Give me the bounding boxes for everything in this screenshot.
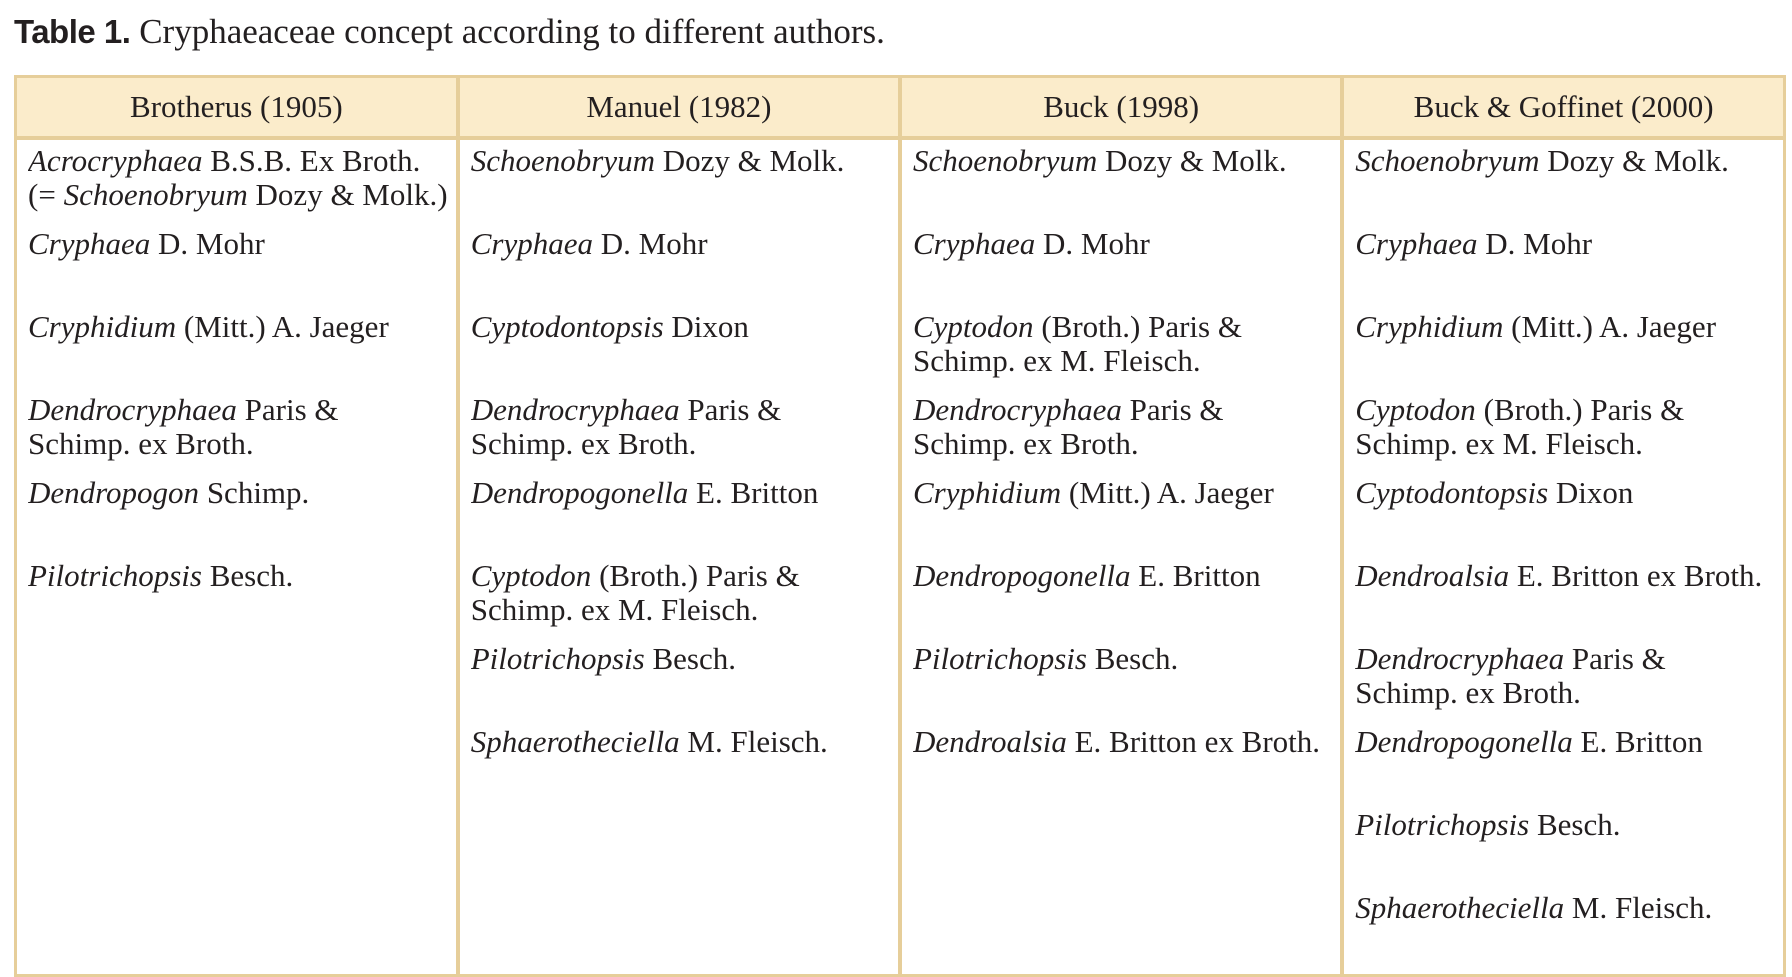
genus-authority: Paris & Schimp. ex Broth. (470, 393, 782, 461)
genus-authority: (Broth.) Paris & Schimp. ex M. Fleisch. (1355, 393, 1685, 461)
genus-entry (471, 144, 890, 227)
genus-name: Cryphidium (913, 476, 1062, 510)
genus-name: Dendrocryphaea (28, 393, 237, 427)
genus-authority: Dozy & Molk. (1104, 144, 1287, 178)
genus-entry (471, 642, 890, 725)
genus-entry (1355, 808, 1775, 891)
column-buck-goffinet (1342, 138, 1784, 976)
genus-authority: M. Fleisch. (1571, 891, 1713, 925)
column-header-brotherus: Brotherus (1905) (16, 77, 458, 139)
genus-authority: Besch. (1094, 642, 1179, 676)
genus-entry (913, 227, 1332, 310)
genus-authority: E. Britton (696, 476, 819, 510)
genus-name: Cryphaea (470, 227, 594, 261)
genus-name: Dendropogonella (470, 476, 689, 510)
genus-authority: Besch. (1536, 808, 1621, 842)
synonym-genus: Schoenobryum (63, 177, 248, 212)
genus-entry (913, 559, 1332, 642)
genus-name: Pilotrichopsis (913, 642, 1087, 676)
body-row (16, 138, 1785, 976)
genus-name: Cyptodon (470, 559, 592, 593)
column-brotherus (16, 138, 458, 976)
genus-authority: E. Britton (1580, 725, 1703, 759)
table-caption-text: Cryphaeaceae concept according to different authors. (139, 12, 885, 51)
column-header-buck: Buck (1998) (900, 77, 1342, 139)
genus-authority: E. Britton ex Broth. (1074, 725, 1321, 759)
genus-entry (913, 642, 1332, 725)
genus-entry (1355, 891, 1775, 974)
genus-name: Cryphaea (913, 227, 1036, 261)
genus-entry (28, 559, 448, 642)
genus-authority: E. Britton ex Broth. (1516, 559, 1763, 593)
genus-name: Schoenobryum (470, 144, 655, 178)
synonym-prefix: (= (28, 177, 64, 212)
genus-name: Cryphidium (1355, 310, 1504, 344)
genus-entry (913, 393, 1332, 476)
genus-entry (28, 393, 448, 476)
genus-name: Cyptodontopsis (1355, 476, 1549, 510)
genus-authority: (Mitt.) A. Jaeger (1068, 476, 1274, 510)
genus-name: Cryphaea (1355, 227, 1478, 261)
genus-authority: (Broth.) Paris & Schimp. ex M. Fleisch. (913, 310, 1242, 378)
genus-authority: D. Mohr (600, 227, 708, 261)
genus-entry (913, 144, 1332, 227)
genus-name: Sphaerotheciella (470, 725, 680, 759)
table-caption (14, 10, 885, 54)
genus-name: Dendrocryphaea (1355, 642, 1565, 676)
genus-name: Dendropogonella (913, 559, 1131, 593)
genus-name: Dendroalsia (1355, 559, 1510, 593)
genus-name: Pilotrichopsis (28, 559, 202, 593)
genus-authority: Dozy & Molk. (1547, 144, 1729, 178)
genus-entry (1355, 642, 1775, 725)
genus-name: Acrocryphaea (28, 144, 203, 178)
genus-name: Dendrocryphaea (913, 393, 1122, 427)
genus-authority: D. Mohr (158, 227, 265, 261)
genus-authority: Paris & Schimp. ex Broth. (913, 393, 1224, 461)
genus-authority: Paris & Schimp. ex Broth. (1355, 642, 1666, 710)
genus-entry (471, 310, 890, 393)
genus-entry (913, 310, 1332, 393)
genus-name: Schoenobryum (913, 144, 1098, 178)
genus-name: Cryphaea (28, 227, 151, 261)
genus-name: Cyptodontopsis (470, 310, 664, 344)
column-header-buck-goffinet: Buck & Goffinet (2000) (1342, 77, 1784, 139)
genus-entry (471, 559, 890, 642)
genus-authority: E. Britton (1138, 559, 1261, 593)
genus-authority: (Mitt.) A. Jaeger (183, 310, 389, 344)
genus-authority: B.S.B. Ex Broth. (210, 144, 421, 178)
genus-entry (913, 725, 1332, 808)
genus-authority: Dozy & Molk. (662, 144, 845, 178)
genus-authority: Besch. (652, 642, 736, 676)
column-buck (900, 138, 1342, 976)
genus-name: Dendrocryphaea (470, 393, 680, 427)
genus-authority: M. Fleisch. (687, 725, 828, 759)
genus-name: Pilotrichopsis (470, 642, 645, 676)
genus-entry (1355, 144, 1775, 227)
genus-entry (28, 227, 448, 310)
genus-entry (1355, 559, 1775, 642)
genus-entry (471, 393, 890, 476)
table-caption-label: Table 1. (14, 13, 131, 50)
genus-authority: D. Mohr (1485, 227, 1593, 261)
genus-name: Pilotrichopsis (1355, 808, 1530, 842)
genus-entry (1355, 476, 1775, 559)
genus-name: Sphaerotheciella (1355, 891, 1565, 925)
genus-authority: (Broth.) Paris & Schimp. ex M. Fleisch. (470, 559, 800, 627)
genus-entry (1355, 310, 1775, 393)
genus-entry (471, 227, 890, 310)
genus-authority: Dixon (1555, 476, 1634, 510)
genus-entry (471, 725, 890, 808)
genus-entry (1355, 725, 1775, 808)
genus-name: Dendroalsia (913, 725, 1067, 759)
genus-name: Schoenobryum (1355, 144, 1540, 178)
genus-name: Dendropogon (28, 476, 200, 510)
synonym-authority: Dozy & Molk.) (255, 177, 448, 212)
genus-authority: Paris & Schimp. ex Broth. (28, 393, 339, 461)
cryphaeaceae-table (14, 75, 1786, 977)
genus-authority: (Mitt.) A. Jaeger (1511, 310, 1717, 344)
genus-authority: Dixon (671, 310, 749, 344)
genus-entry (913, 476, 1332, 559)
genus-authority: Besch. (209, 559, 294, 593)
header-row (16, 77, 1785, 139)
genus-entry (28, 310, 448, 393)
genus-name: Cyptodon (1355, 393, 1476, 427)
genus-entry (28, 476, 448, 559)
genus-authority: D. Mohr (1043, 227, 1150, 261)
column-manuel (458, 138, 900, 976)
genus-entry (471, 476, 890, 559)
column-header-manuel: Manuel (1982) (458, 77, 900, 139)
genus-name: Cyptodon (913, 310, 1034, 344)
genus-name: Dendropogonella (1355, 725, 1573, 759)
genus-entry (1355, 227, 1775, 310)
genus-authority: Schimp. (206, 476, 310, 510)
genus-entry (28, 144, 448, 227)
genus-name: Cryphidium (28, 310, 177, 344)
genus-entry (1355, 393, 1775, 476)
